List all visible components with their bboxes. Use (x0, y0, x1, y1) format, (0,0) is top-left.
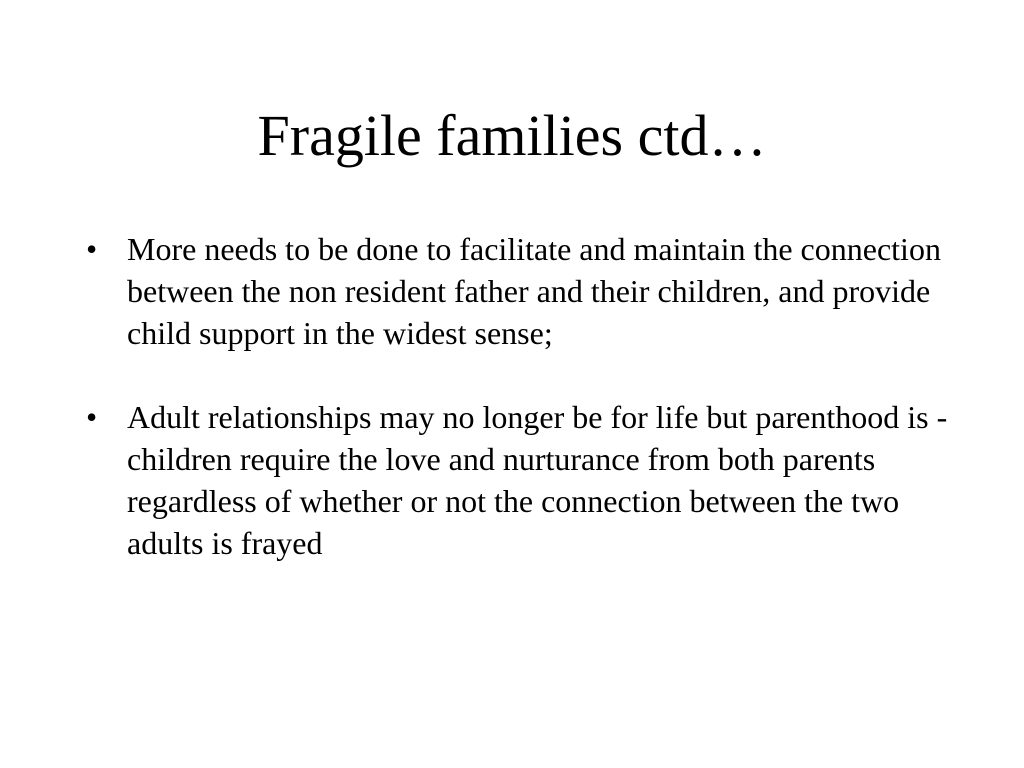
bullet-item (86, 228, 956, 354)
bullet-text: More needs to be done to facilitate and maintain the connection between the non resident father and their children, and provide child support in the widest sense; (127, 231, 949, 351)
bullet-item (86, 396, 964, 564)
bullet-text: Adult relationships may no longer be for life but parenthood is - children require the love and nurturance from both parents regardless of whether or not the connection between the two adults is frayed (127, 399, 964, 561)
bullet-marker: • (86, 399, 98, 435)
bullet-list (86, 228, 964, 564)
bullet-marker: • (86, 231, 98, 267)
slide-title: Fragile families ctd… (257, 103, 767, 168)
